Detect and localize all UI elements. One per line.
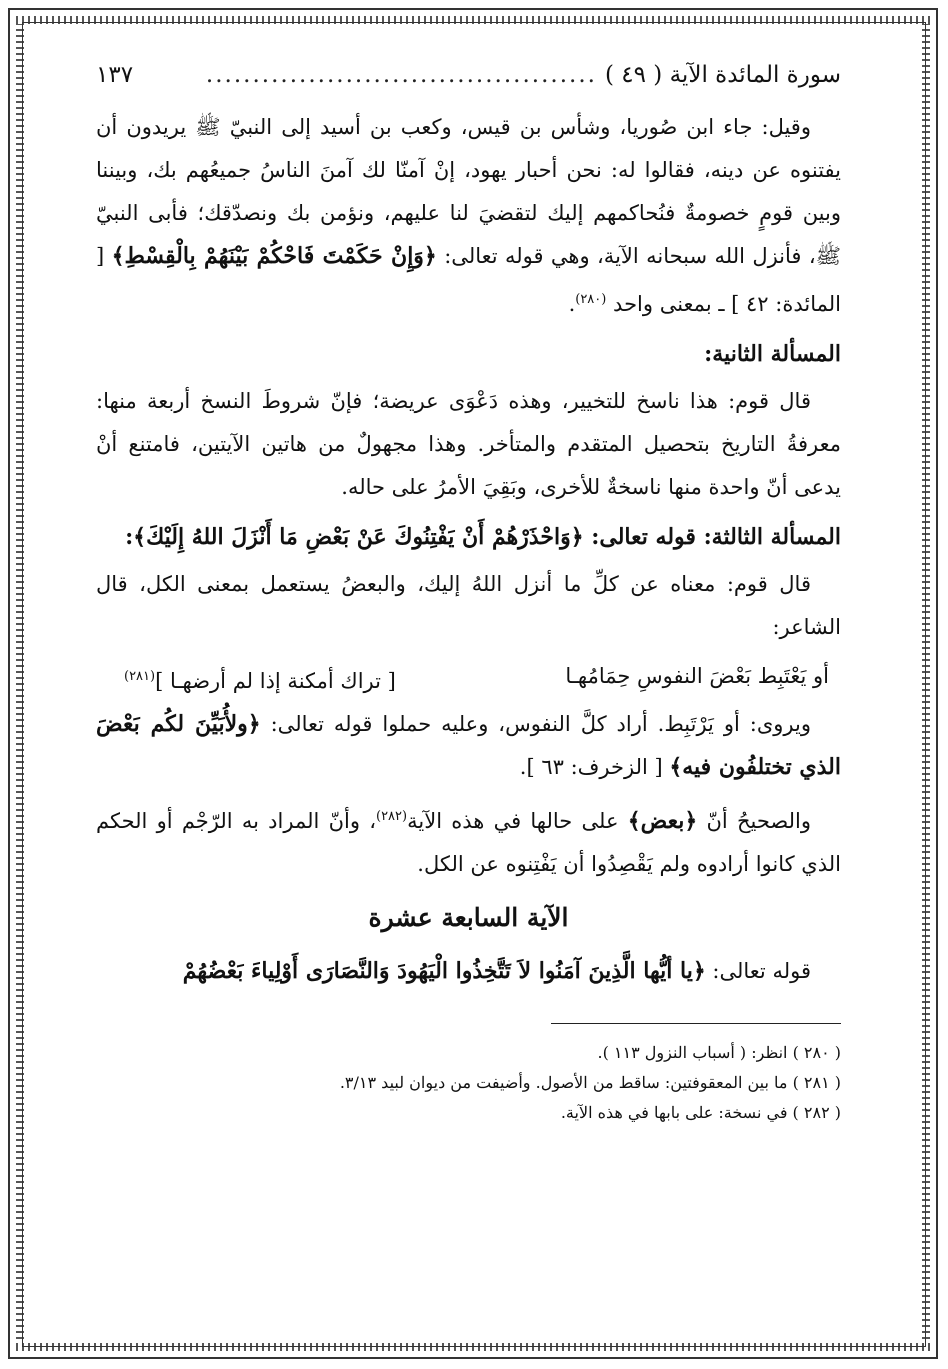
- paragraph-4-text: ويروى: أو يَرْتَبِط. أراد كلَّ النفوس، وعليه حملوا قوله تعالى:: [270, 712, 812, 736]
- footnote-marker-282: (٢٨٢): [376, 809, 408, 824]
- paragraph-1: وقيل: جاء ابن صُوريا، وشأس بن قيس، وكعب بن أسيد إلى النبيّ ﷺ يريدون أن يفتنوه عن دينه، فقالوا له: نحن أحبار يهود، إنْ آمنّا لك آمنَ الناسُ جميعُهم بك، وبيننا وبين قومٍ خصومةٌ فنُحاكمهم إليك لتقضيَ لنا عليهم، ونؤمن بك ونصدّقك؛ فأبى النبيّ ﷺ، فأنزل الله سبحانه الآية، وهي قوله تعالى: ﴿وَإِنْ حَكَمْتَ فَاحْكُمْ بَيْنَهُمْ بِالْقِسْطِ﴾ [ المائدة: ٤٢ ] ـ بمعنى واحد $^{(٢٨٠)}$.: [96, 115, 841, 316]
- header-title: سورة المائدة الآية ( ٤٩ ): [604, 62, 841, 88]
- running-header: [96, 62, 841, 88]
- footnote-280: ( ٢٨٠ ) انظر: ( أسباب النزول ١١٣ ).: [597, 1043, 841, 1062]
- poem-hemistich-left: [ تراك أمكنة إذا لم أرضهـا ]$^{(٢٨١)}$: [124, 669, 396, 693]
- heading-third-issue: [96, 515, 841, 559]
- page-content: [96, 62, 841, 1128]
- section-title: الآية السابعة عشرة: [368, 903, 569, 932]
- heading-second-issue: المسألة الثانية:: [704, 341, 841, 367]
- quran-verse-4: ﴿يا أيُّها الَّذِينَ آمَنُوا لاَ تَتَّخِذُوا الْيَهُودَ وَالنَّصَارَى أَوْلِياءَ بَعْضُهُمْ: [182, 958, 706, 984]
- verse-1-reference: [ المائدة: ٤٢ ] ـ بمعنى واحد: [96, 244, 841, 316]
- paragraph-6: قوله تعالى: ﴿يا أيُّها الَّذِينَ آمَنُوا لاَ تَتَّخِذُوا الْيَهُودَ وَالنَّصَارَى أَوْلِياءَ بَعْضُهُمْ: [182, 958, 811, 984]
- poem-hemistich-right: أو يَعْتَبِط بَعْضَ النفوسِ حِمَامُهـا: [565, 664, 829, 688]
- paragraph-4: [96, 703, 841, 789]
- quran-verse-1: ﴿وَإِنْ حَكَمْتَ فَاحْكُمْ بَيْنَهُمْ بِالْقِسْطِ﴾: [111, 243, 437, 269]
- footnote-marker-280: (٢٨٠): [575, 292, 607, 307]
- footnote-separator: [551, 1023, 841, 1024]
- poem-verse: [96, 655, 841, 703]
- verse-3-reference: [ الزخرف: ٦٣ ].: [519, 755, 663, 779]
- footnote-282: ( ٢٨٢ ) في نسخة: على بابها في هذه الآية.: [560, 1103, 841, 1122]
- footnote-281: ( ٢٨١ ) ما بين المعقوفتين: ساقط من الأصول. وأضيفت من ديوان لبيد ٣/١٣.: [339, 1073, 841, 1092]
- quran-verse-2: ﴿وَاحْذَرْهُمْ أَنْ يَفْتِنُوكَ عَنْ بَعْضِ مَا أَنْزَلَ اللهُ إِلَيْكَ﴾:: [125, 524, 584, 550]
- heading-third-label: المسألة الثالثة: قوله تعالى:: [591, 524, 841, 550]
- quran-verse-3: ﴿ولأُبَيِّنَ لكُم بَعْضَ الذي تختلفُون فيه﴾: [96, 711, 841, 780]
- footnote-separator-wrap: [96, 1023, 841, 1024]
- paragraph-2: قال قوم: هذا ناسخ للتخيير، وهذه دَعْوَى عريضة؛ فإنّ شروطَ النسخ أربعة منها: معرفةُ التاريخ بتحصيل المتقدم والمتأخر. وهذا مجهولٌ من هاتين الآيتين، فامتنع أنْ يدعى أنّ واحدة منها ناسخةٌ للأخرى، وبَقِيَ الأمرُ على حاله.: [96, 389, 841, 499]
- paragraph-5: والصحيحُ أنّ ﴿بعض﴾ على حالها في هذه الآية$^{(٢٨٢)}$، وأنّ المراد به الرّجْم أو الحكم الذي كانوا أرادوه ولم يَقْصِدُوا أن يَفْتِنوه عن الكل.: [96, 808, 841, 876]
- paragraph-3: قال قوم: معناه عن كلِّ ما أنزل اللهُ إليك، والبعضُ يستعمل بمعنى الكل، قال الشاعر:: [96, 572, 841, 639]
- footnote-marker-281: (٢٨١): [124, 669, 156, 684]
- header-dots: ..........................................: [205, 62, 597, 88]
- quran-word-baad: ﴿بعض﴾: [627, 808, 698, 834]
- paragraph-1-text: وقيل: جاء ابن صُوريا، وشأس بن قيس، وكعب بن أسيد إلى النبيّ ﷺ يريدون أن يفتنوه عن دينه، فقالوا له: نحن أحبار يهود، إنْ آمنّا لك آمنَ الناسُ جميعُهم بك، وبيننا وبين قومٍ خصومةٌ فنُحاكمهم إليك لتقضيَ لنا عليهم، ونؤمن بك ونصدّقك؛ فأبى النبيّ ﷺ، فأنزل الله سبحانه الآية، وهي قوله تعالى:: [96, 115, 841, 268]
- page-number: ١٣٧: [96, 62, 134, 88]
